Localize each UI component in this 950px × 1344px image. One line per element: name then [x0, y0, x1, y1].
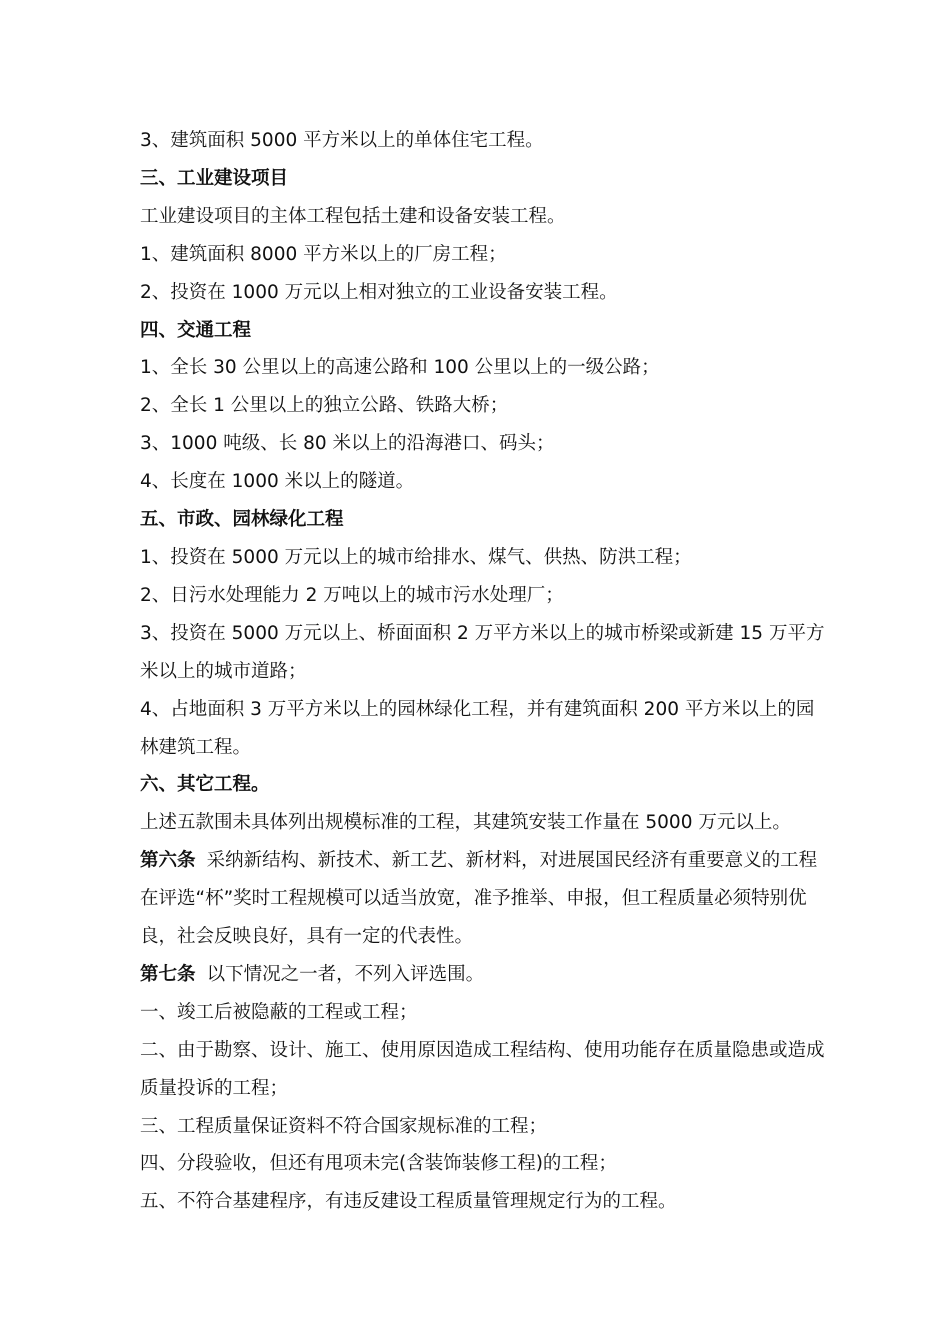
section-heading — [140, 160, 830, 198]
paragraph-text: 采纳新结构、新技术、新工艺、新材料，对进展国民经济有重要意义的工程在评选“杯”奖时工程规模可以适当放宽，准予推举、申报，但工程质量必须特别优良，社会反映良好，具有一定的代表性。 — [140, 850, 818, 948]
section-heading — [140, 501, 830, 539]
paragraph-text: 1、投资在 5000 万元以上的城市给排水、煤气、供热、防洪工程； — [140, 546, 692, 568]
paragraph — [140, 387, 830, 425]
paragraph-text: 4、占地面积 3 万平方米以上的园林绿化工程，并有建筑面积 200 平方米以上的园林建筑工程。 — [140, 698, 815, 758]
paragraph — [140, 804, 830, 842]
paragraph-text: 3、投资在 5000 万元以上、桥面面积 2 万平方米以上的城市桥梁或新建 15 万平方米以上的城市道路； — [140, 622, 825, 682]
paragraph-text: 3、1000 吨级、长 80 米以上的沿海港口、码头； — [140, 433, 555, 455]
paragraph — [140, 539, 830, 577]
document-page — [140, 122, 830, 1221]
paragraph-text: 三、工程质量保证资料不符合国家规标准的工程； — [140, 1115, 548, 1137]
paragraph — [140, 349, 830, 387]
section-heading — [140, 312, 830, 350]
paragraph-text: 工业建设项目的主体工程包括土建和设备安装工程。 — [140, 205, 566, 227]
paragraph-text: 上述五款围未具体列出规模标准的工程，其建筑安装工作量在 5000 万元以上。 — [140, 812, 791, 834]
paragraph-text: 四、交通工程 — [140, 319, 252, 341]
paragraph-text: 2、日污水处理能力 2 万吨以上的城市污水处理厂； — [140, 584, 564, 606]
paragraph-text: 六、其它工程。 — [140, 774, 270, 796]
paragraph — [140, 236, 830, 274]
paragraph — [140, 1032, 830, 1108]
paragraph-text: 4、长度在 1000 米以上的隧道。 — [140, 471, 415, 493]
paragraph — [140, 1108, 830, 1146]
paragraph — [140, 425, 830, 463]
paragraph-text: 五、市政、园林绿化工程 — [140, 509, 344, 531]
paragraph — [140, 122, 830, 160]
paragraph-text: 四、分段验收，但还有甩项未完(含装饰装修工程)的工程； — [140, 1153, 617, 1175]
paragraph — [140, 691, 830, 767]
article-paragraph — [140, 842, 830, 956]
paragraph — [140, 1145, 830, 1183]
paragraph — [140, 994, 830, 1032]
paragraph-text: 1、全长 30 公里以上的高速公路和 100 公里以上的一级公路； — [140, 357, 660, 379]
paragraph — [140, 577, 830, 615]
paragraph-text: 2、投资在 1000 万元以上相对独立的工业设备安装工程。 — [140, 281, 618, 303]
paragraph-text: 二、由于勘察、设计、施工、使用原因造成工程结构、使用功能存在质量隐患或造成质量投诉的工程； — [140, 1039, 825, 1099]
paragraph-text: 1、建筑面积 8000 平方米以上的厂房工程； — [140, 243, 507, 265]
paragraph — [140, 463, 830, 501]
article-number: 第七条 — [140, 963, 196, 985]
article-paragraph — [140, 956, 830, 994]
paragraph-text: 一、竣工后被隐蔽的工程或工程； — [140, 1001, 418, 1023]
paragraph-text: 3、建筑面积 5000 平方米以上的单体住宅工程。 — [140, 130, 544, 151]
paragraph-text: 五、不符合基建程序，有违反建设工程质量管理规定行为的工程。 — [140, 1191, 677, 1213]
paragraph-text: 以下情况之一者，不列入评选围。 — [206, 963, 485, 985]
paragraph — [140, 198, 830, 236]
paragraph-text: 2、全长 1 公里以上的独立公路、铁路大桥； — [140, 395, 509, 417]
paragraph — [140, 274, 830, 312]
article-number: 第六条 — [140, 850, 196, 872]
paragraph-text: 三、工业建设项目 — [140, 167, 289, 189]
paragraph — [140, 1183, 830, 1221]
paragraph — [140, 615, 830, 691]
section-heading — [140, 766, 830, 804]
